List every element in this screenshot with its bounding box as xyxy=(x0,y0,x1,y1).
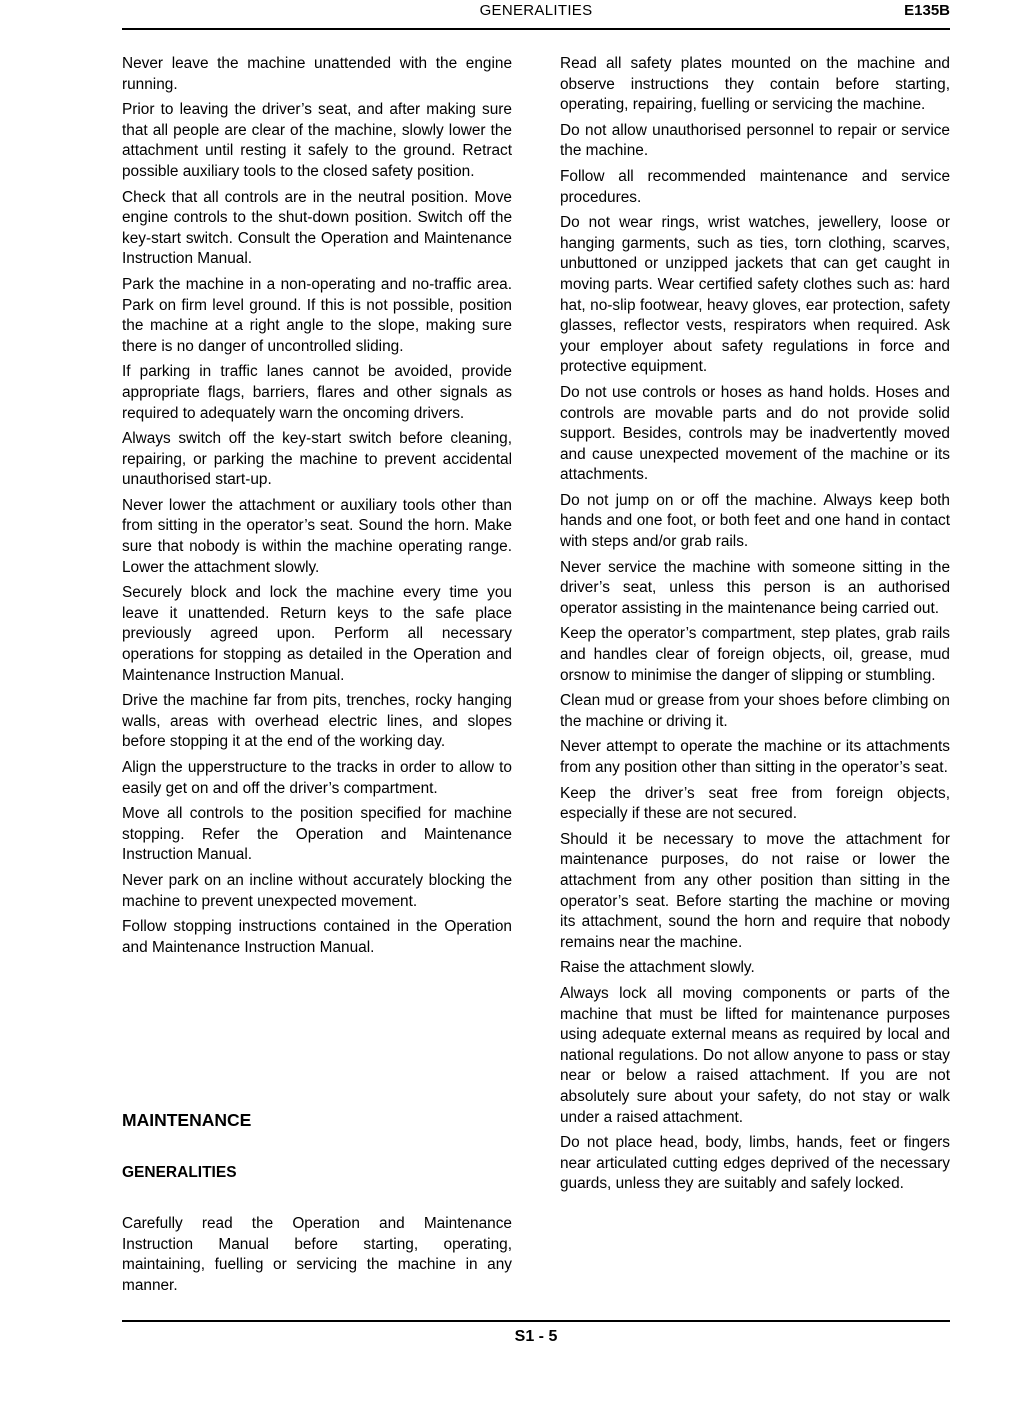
right-column xyxy=(560,54,950,1200)
subsection-title-generalities: GENERALITIES xyxy=(122,1164,237,1181)
paragraph: Park the machine in a non-operating and no-traffic area. Park on firm level ground. If this is not possible, position the machine at a right angle to the slope, making sure there is no danger of uncontrolled sliding. xyxy=(122,275,512,355)
header-section-title: GENERALITIES xyxy=(479,2,593,19)
paragraph: Never service the machine with someone sitting in the driver’s seat, unless this person is an authorised operator assisting in the maintenance being carried out. xyxy=(560,558,950,617)
paragraph: Securely block and lock the machine every time you leave it unattended. Return keys to the safe place previously agreed upon. Perform all necessary operations for stopping as detailed in the Operation and Maintenance Instruction Manual. xyxy=(122,584,512,684)
paragraph: Never leave the machine unattended with the engine running. xyxy=(122,55,512,93)
paragraph: Do not wear rings, wrist watches, jewellery, loose or hanging garments, such as ties, torn clothing, scarves, unbuttoned or unzipped jackets that can get caught in moving parts. Wear certified safety clothes such as: hard hat, no-slip footwear, heavy gloves, ear protection, safety glasses, reflector vests, respirators when required. Ask your employer about safety regulations in force and protective equipment. xyxy=(560,214,950,376)
header-model: E135B xyxy=(904,2,950,19)
paragraph: Never attempt to operate the machine or its attachments from any position other than sitting in the operator’s seat. xyxy=(560,738,950,776)
left-column xyxy=(122,54,512,963)
paragraph: If parking in traffic lanes cannot be avoided, provide appropriate flags, barriers, flares and other signals as required to adequately warn the oncoming drivers. xyxy=(122,363,512,422)
paragraph: Follow stopping instructions contained in the Operation and Maintenance Instruction Manual. xyxy=(122,918,512,956)
paragraph: Keep the operator’s compartment, step plates, grab rails and handles clear of foreign objects, oil, grease, mud orsnow to minimise the danger of slipping or stumbling. xyxy=(560,625,950,684)
paragraph: Do not use controls or hoses as hand holds. Hoses and controls are movable parts and do not provide solid support. Besides, controls may be inadvertently moved and cause unexpected movement of the machine or its attachments. xyxy=(560,383,950,484)
section-title-maintenance: MAINTENANCE xyxy=(122,1110,252,1130)
paragraph: Always switch off the key-start switch before cleaning, repairing, or parking the machine to prevent accidental unauthorised start-up. xyxy=(122,430,512,489)
paragraph: Move all controls to the position specified for machine stopping. Refer the Operation and Maintenance Instruction Manual. xyxy=(122,805,512,864)
page-header xyxy=(122,0,950,30)
paragraph: Always lock all moving components or parts of the machine that must be lifted for maintenance purposes using adequate external means as required by local and national regulations. Do not allow anyone to pass or stay near or below a raised attachment. If you are not absolutely sure about your safety, do not stay or walk under a raised attachment. xyxy=(560,984,950,1126)
maintenance-paragraph: Carefully read the Operation and Maintenance Instruction Manual before starting, operating, maintaining, fuelling or servicing the machine in any manner. xyxy=(122,1215,512,1294)
paragraph: Prior to leaving the driver’s seat, and after making sure that all people are clear of the machine, slowly lower the attachment until resting it safely to the ground. Retract possible auxiliary tools to the closed safety position. xyxy=(122,101,512,180)
page-number: S1 - 5 xyxy=(514,1328,558,1345)
paragraph: Follow all recommended maintenance and service procedures. xyxy=(560,167,950,206)
paragraph: Should it be necessary to move the attachment for maintenance purposes, do not raise or lower the attachment from any other position than sitting in the operator’s seat. Before starting the machine or moving its attachment, sound the horn and require that nobody remains near the machine. xyxy=(560,830,950,951)
paragraph: Do not place head, body, limbs, hands, feet or fingers near articulated cutting edges deprived of the necessary guards, unless they are suitably and safely locked. xyxy=(560,1134,950,1193)
paragraph: Align the upperstructure to the tracks in order to allow to easily get on and off the driver’s compartment. xyxy=(122,759,512,797)
paragraph: Never park on an incline without accurately blocking the machine to prevent unexpected movement. xyxy=(122,871,512,910)
page-footer xyxy=(122,1320,950,1345)
paragraph: Do not jump on or off the machine. Always keep both hands and one foot, or both feet and one hand in contact with steps and/or grab rails. xyxy=(560,491,950,551)
paragraph: Check that all controls are in the neutral position. Move engine controls to the shut-down position. Switch off the key-start switch. Consult the Operation and Maintenance Instruction Manual. xyxy=(122,188,512,268)
paragraph: Clean mud or grease from your shoes before climbing on the machine or driving it. xyxy=(560,692,950,730)
paragraph: Do not allow unauthorised personnel to repair or service the machine. xyxy=(560,121,950,160)
paragraph: Raise the attachment slowly. xyxy=(560,959,755,977)
paragraph: Never lower the attachment or auxiliary tools other than from sitting in the operator’s seat. Sound the horn. Make sure that nobody is within the machine operating range. Lower the attachment slowly. xyxy=(122,496,512,576)
paragraph: Keep the driver’s seat free from foreign objects, especially if these are not secured. xyxy=(560,784,950,823)
paragraph: Read all safety plates mounted on the machine and observe instructions they contain before starting, operating, repairing, fuelling or servicing the machine. xyxy=(560,55,950,114)
paragraph: Drive the machine far from pits, trenches, rocky hanging walls, areas with overhead electric lines, and slopes before stopping it at the end of the working day. xyxy=(122,692,512,751)
